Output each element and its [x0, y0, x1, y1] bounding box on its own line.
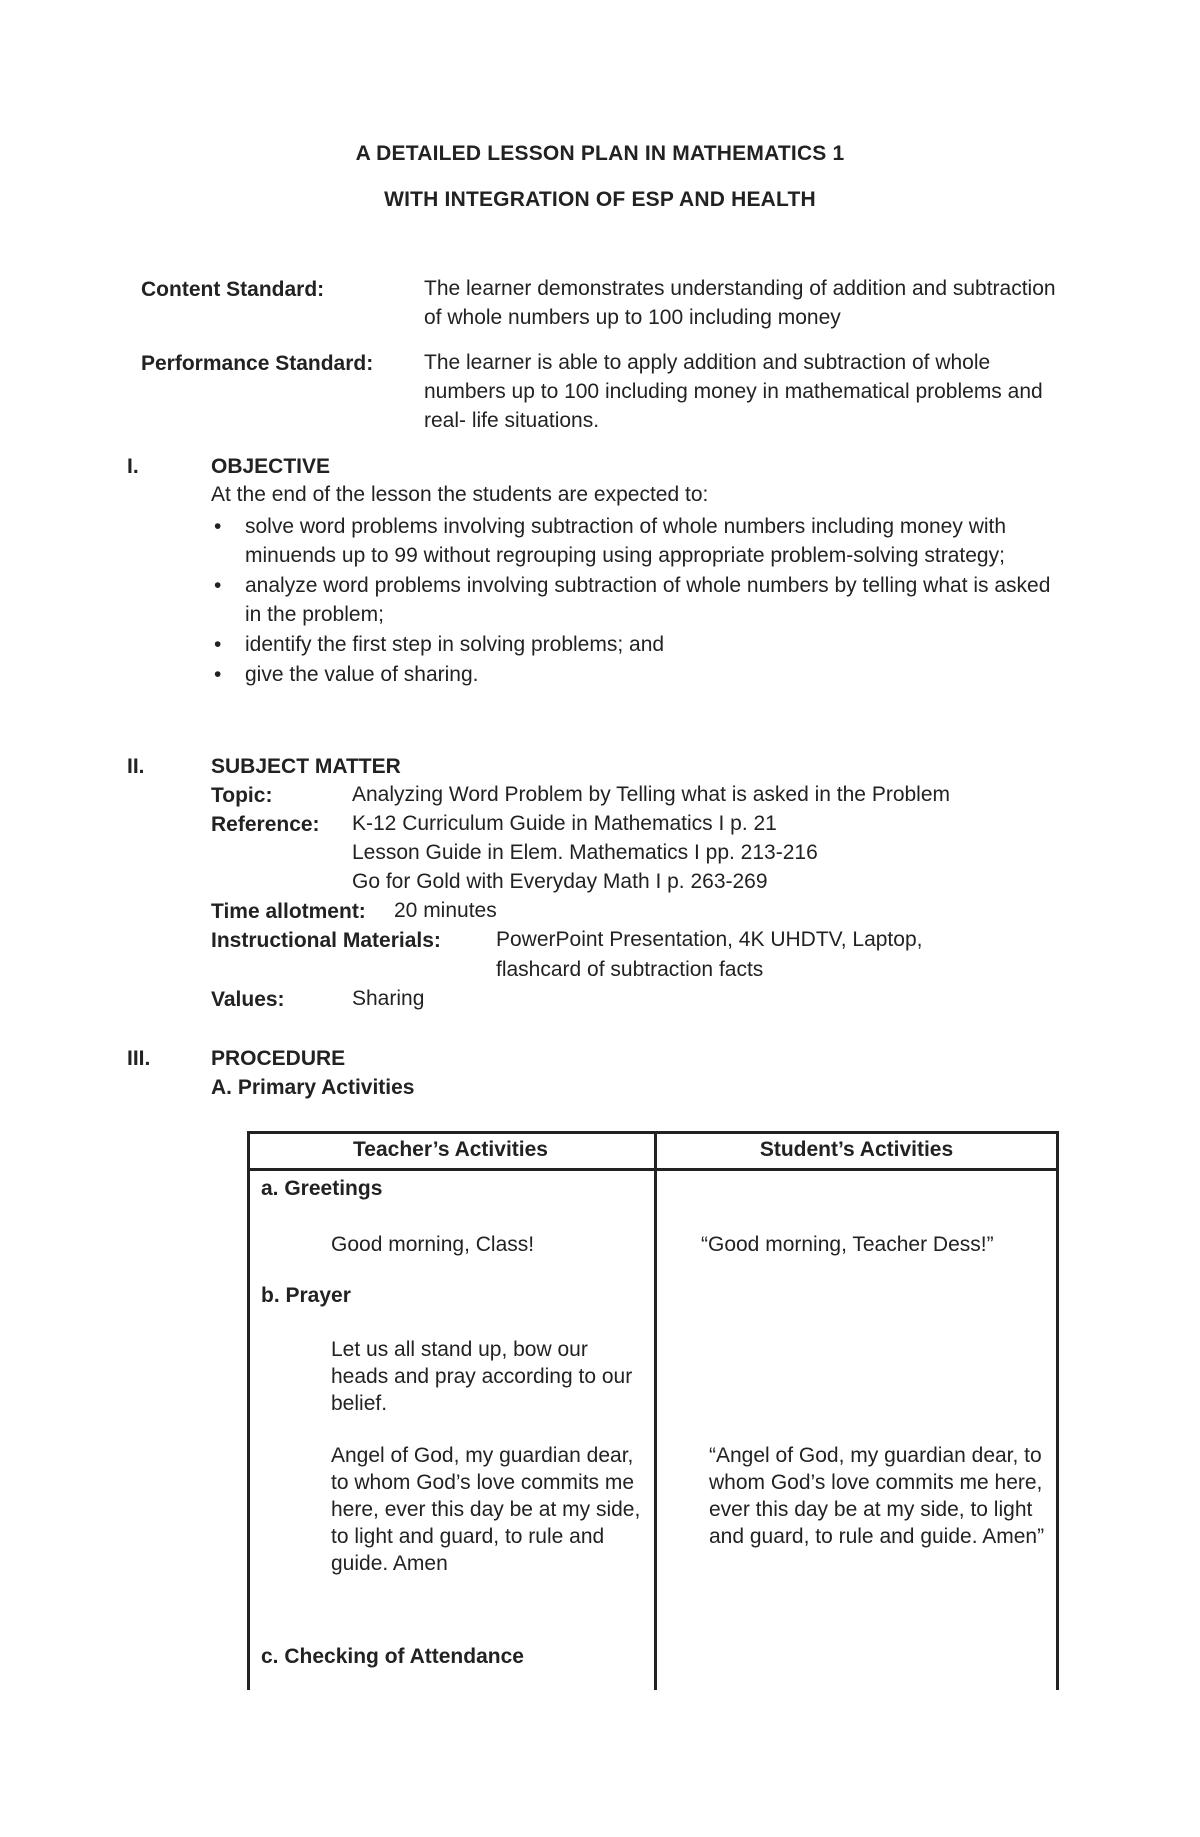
table-top-border: [247, 1131, 1059, 1134]
procedure-numeral: III.: [127, 1047, 151, 1070]
primary-activities-heading: A. Primary Activities: [211, 1076, 415, 1099]
greetings-student: “Good morning, Teacher Dess!”: [701, 1233, 994, 1256]
values-value: Sharing: [352, 987, 425, 1010]
teacher-activities-header: Teacher’s Activities: [353, 1138, 548, 1161]
objective-item: • give the value of sharing.: [211, 660, 1061, 689]
topic-value: Analyzing Word Problem by Telling what is asked in the Problem: [352, 783, 951, 806]
materials-line-1: PowerPoint Presentation, 4K UHDTV, Laptop,: [496, 928, 923, 951]
subject-matter-heading: SUBJECT MATTER: [211, 755, 401, 778]
objective-heading: OBJECTIVE: [211, 455, 331, 478]
reference-3: Go for Gold with Everyday Math I p. 263-269: [352, 870, 768, 893]
table-right-border: [1056, 1131, 1059, 1690]
performance-standard-label: Performance Standard:: [141, 352, 374, 375]
objective-item: • analyze word problems involving subtraction of whole numbers by telling what is asked in the problem;: [211, 571, 1061, 629]
attendance-label: c. Checking of Attendance: [261, 1645, 524, 1668]
objective-list: [211, 512, 1061, 690]
bullet-icon: •: [214, 574, 222, 597]
subject-matter-numeral: II.: [127, 755, 145, 778]
greetings-label: a. Greetings: [261, 1177, 383, 1200]
procedure-heading: PROCEDURE: [211, 1047, 346, 1070]
content-standard-label: Content Standard:: [141, 278, 325, 301]
bullet-icon: •: [214, 663, 222, 686]
materials-line-2: flashcard of subtraction facts: [496, 958, 764, 981]
table-left-border: [247, 1131, 250, 1690]
reference-label: Reference:: [211, 813, 320, 836]
prayer-teacher-text: Angel of God, my guardian dear, to whom God’s love commits me here, ever this day be at my side, to light and guard, to rule and guide. Amen: [331, 1444, 641, 1575]
values-label: Values:: [211, 988, 285, 1011]
objective-intro: At the end of the lesson the students are expected to:: [211, 483, 709, 506]
prayer-teacher-instruction: Let us all stand up, bow our heads and pray according to our belief.: [331, 1338, 633, 1415]
bullet-icon: •: [214, 515, 222, 538]
content-standard-text: The learner demonstrates understanding of addition and subtraction of whole numbers up to 100 including money: [424, 277, 1056, 329]
bullet-icon: •: [214, 633, 222, 656]
time-allotment-value: 20 minutes: [394, 899, 497, 922]
table-header-border: [247, 1168, 1059, 1171]
student-activities-header: Student’s Activities: [759, 1138, 954, 1161]
reference-1: K-12 Curriculum Guide in Mathematics I p. 21: [352, 812, 777, 835]
objective-item: • identify the first step in solving problems; and: [211, 630, 1061, 659]
document-title-line-1: A DETAILED LESSON PLAN IN MATHEMATICS 1: [355, 142, 845, 165]
greetings-teacher: Good morning, Class!: [331, 1233, 535, 1256]
time-allotment-label: Time allotment:: [211, 900, 366, 923]
topic-label: Topic:: [211, 784, 273, 807]
prayer-label: b. Prayer: [261, 1284, 351, 1307]
materials-label: Instructional Materials:: [211, 929, 441, 952]
performance-standard-text: The learner is able to apply addition and subtraction of whole numbers up to 100 including money in mathematical problems and real- life situations.: [424, 351, 1043, 432]
prayer-student-text: “Angel of God, my guardian dear, to whom God’s love commits me here, ever this day be at my side, to light and guard, to rule and guide. Amen”: [709, 1444, 1045, 1548]
activities-table: [247, 1131, 1059, 1690]
table-column-divider: [654, 1131, 657, 1690]
objective-numeral: I.: [127, 455, 139, 478]
objective-item: • solve word problems involving subtraction of whole numbers including money with minuends up to 99 without regrouping using appropriate problem-solving strategy;: [211, 512, 1061, 570]
reference-2: Lesson Guide in Elem. Mathematics I pp. 213-216: [352, 841, 818, 864]
document-title-line-2: WITH INTEGRATION OF ESP AND HEALTH: [384, 188, 816, 211]
